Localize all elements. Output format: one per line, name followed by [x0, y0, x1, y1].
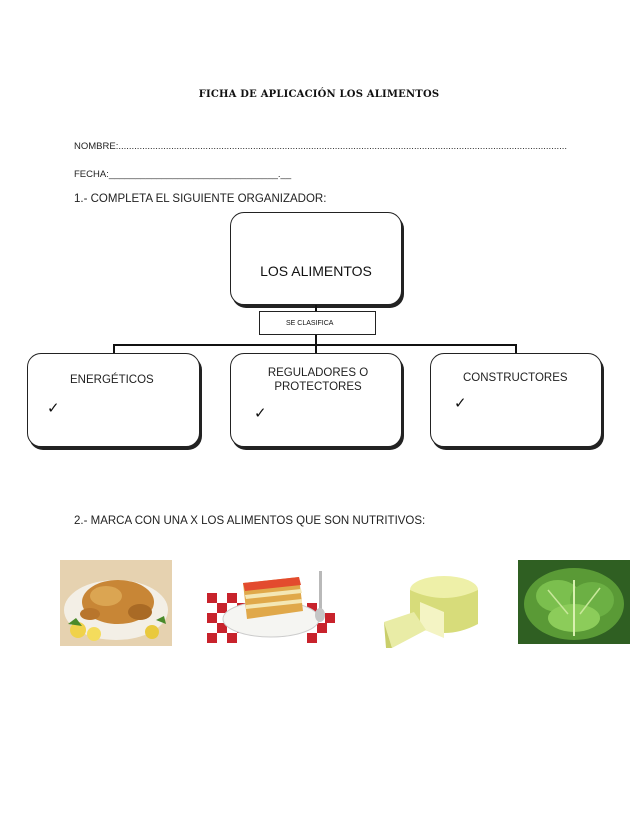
cake-slice-image[interactable] — [207, 563, 335, 643]
classification-label: SE CLASIFICA — [286, 320, 334, 327]
connector-line — [515, 344, 517, 353]
question-1: 1.- COMPLETA EL SIGUIENTE ORGANIZADOR: — [74, 193, 327, 205]
category-label: REGULADORES O PROTECTORES — [267, 367, 369, 393]
connector-line — [113, 344, 115, 353]
category-box-energeticos[interactable] — [27, 353, 200, 447]
name-field[interactable]: NOMBRE:.......................................................................................................................................................................... — [74, 141, 568, 152]
checkmark-icon: ✓ — [47, 399, 60, 417]
connector-line — [315, 344, 317, 353]
checkmark-icon: ✓ — [454, 394, 467, 412]
organizer-root-box[interactable] — [230, 212, 402, 305]
roast-chicken-image[interactable] — [60, 560, 172, 646]
date-field[interactable]: FECHA:________________________________.__ — [74, 169, 292, 180]
category-box-constructores[interactable] — [430, 353, 602, 447]
category-label: CONSTRUCTORES — [463, 372, 568, 384]
checkmark-icon: ✓ — [254, 404, 267, 422]
page-title: FICHA DE APLICACIÓN LOS ALIMENTOS — [198, 89, 440, 100]
organizer-root-label: LOS ALIMENTOS — [260, 263, 372, 279]
question-2: 2.- MARCA CON UNA X LOS ALIMENTOS QUE SON NUTRITIVOS: — [74, 515, 426, 527]
category-box-reguladores[interactable] — [230, 353, 402, 447]
cheese-wheel-image[interactable] — [380, 568, 480, 652]
category-label: ENERGÉTICOS — [70, 374, 154, 386]
classification-box[interactable] — [259, 311, 376, 335]
lettuce-image[interactable] — [518, 560, 630, 644]
